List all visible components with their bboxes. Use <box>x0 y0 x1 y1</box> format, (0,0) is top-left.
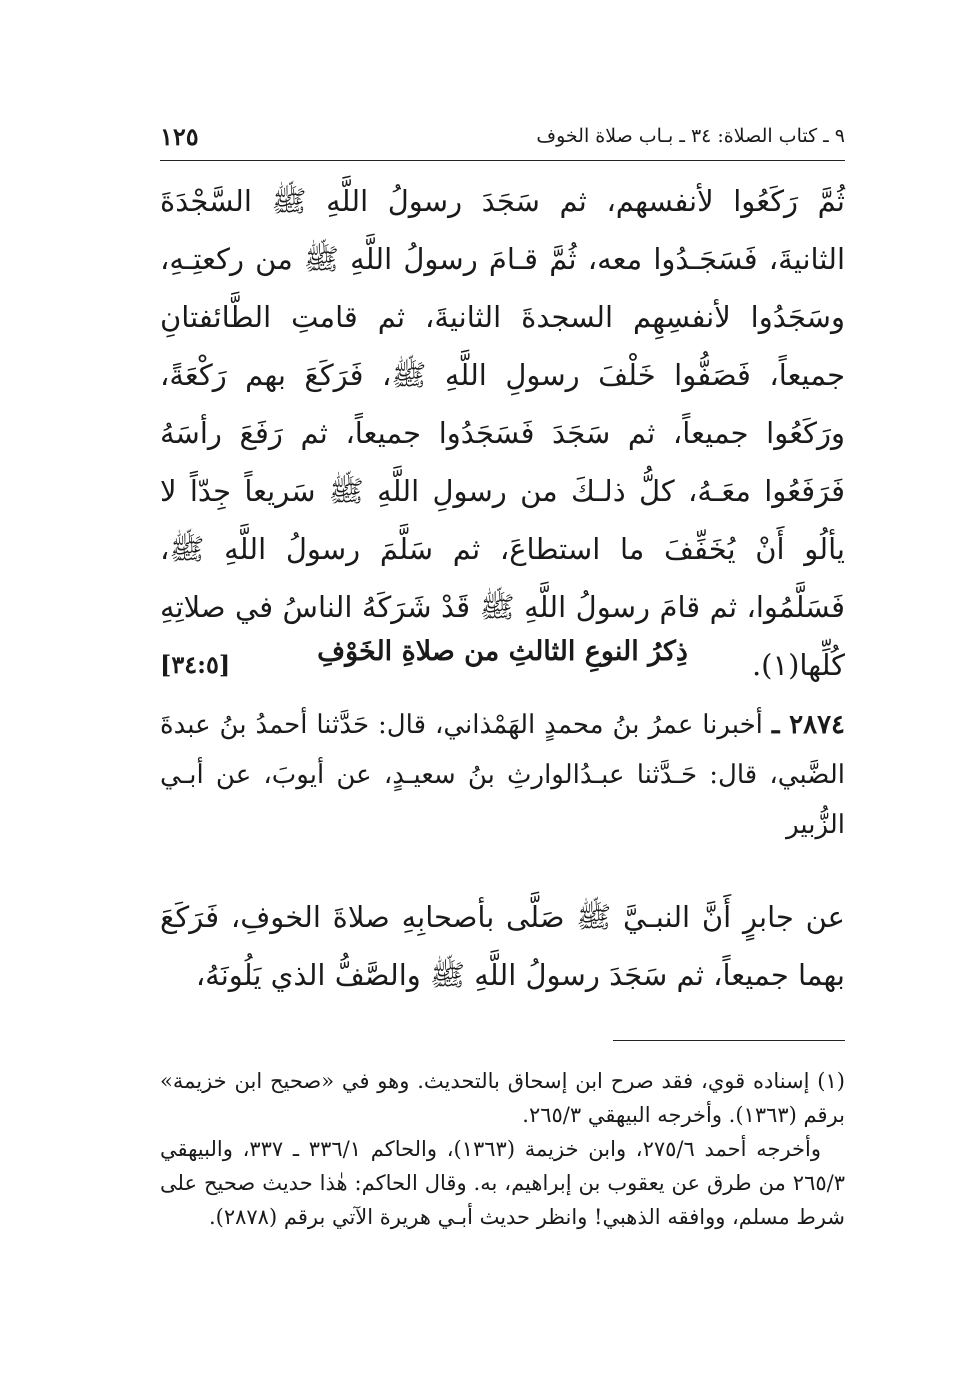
isnad-paragraph <box>160 700 845 850</box>
footnotes <box>160 1064 845 1234</box>
footnote-1-continued: وأخرجه أحمد ٢٧٥/٦، وابن خزيمة (١٣٦٣)، والحاكم ٣٣٦/١ ـ ٣٣٧، والبيهقي ٢٦٥/٣ من طرق عن يعقوب بن إبراهيم، به. وقال الحاكم: هٰذا حديث صحيح على شرط مسلم، ووافقه الذهبي! وانظر حديث أبـي هريرة الآتي برقم (٢٨٧٨). <box>160 1137 845 1229</box>
hadith-text-continued <box>160 172 845 694</box>
footnote-1: (١) إسناده قوي، فقد صرح ابن إسحاق بالتحديث. وهو في «صحيح ابن خزيمة» برقم (١٣٦٣). وأخرجه البيهقي ٢٦٥/٣. <box>160 1069 845 1127</box>
footnote-separator <box>613 1040 845 1041</box>
matn-paragraph: عن جابرٍ أَنَّ النبـيَّ ﷺ صَلَّى بأصحابِهِ صلاةَ الخوفِ، فَرَكَعَ بهما جميعاً، ثم سَجَدَ رسولُ اللَّهِ ﷺ والصَّفُّ الذي يَلُونَهُ، <box>160 900 845 992</box>
running-head: ٩ ـ كتاب الصلاة: ٣٤ ـ بـاب صلاة الخوف <box>536 125 845 147</box>
paragraph-text: ثُمَّ رَكَعُوا لأنفسهم، ثم سَجَدَ رسولُ اللَّهِ ﷺ السَّجْدَةَ الثانيةَ، فَسَجَـدُوا معه، ثُمَّ قـامَ رسولُ اللَّهِ ﷺ من ركعتِـهِ، وسَجَدُوا لأنفسِهِم السجدةَ الثانيةَ، ثم قامتِ الطَّائفتانِ جميعاً، فَصَفُّوا خَلْفَ رسولِ اللَّهِ ﷺ، فَرَكَعَ بهم رَكْعَةً، ورَكَعُوا جميعاً، ثم سَجَدَ فَسَجَدُوا جميعاً، ثم رَفَعَ رأسَهُ فَرَفَعُوا معَـهُ، كلُّ ذلـكَ من رسولِ اللَّهِ ﷺ سَريعاً جِدّاً لا يألُو أَنْ يُخَفِّفَ ما استطاعَ، ثم سَلَّمَ رسولُ اللَّهِ ﷺ، فَسَلَّمُوا، ثم قامَ رسولُ اللَّهِ ﷺ قَدْ شَرَكَهُ الناسُ في صلاتِهِ كُلِّها(١). <box>160 184 845 682</box>
page-number: ١٢٥ <box>160 121 199 151</box>
reference-number: [٣٤:٥] <box>160 650 231 679</box>
hadith-number: ٢٨٧٤ ـ <box>771 710 845 740</box>
page-header <box>160 112 845 161</box>
isnad-text: أخبرنا عمرُ بنُ محمدٍ الهَمْذاني، قال: حَدَّثنا أحمدُ بنُ عبدةَ الضَّبي، قال: حَـدَّثنا عبـدُالوارثِ بنُ سعيـدٍ، عن أيوبَ، عن أبـي الزُّبير <box>160 710 845 840</box>
section-heading: ذِكرُ النوعِ الثالثِ من صلاةِ الخَوْفِ <box>317 636 688 667</box>
